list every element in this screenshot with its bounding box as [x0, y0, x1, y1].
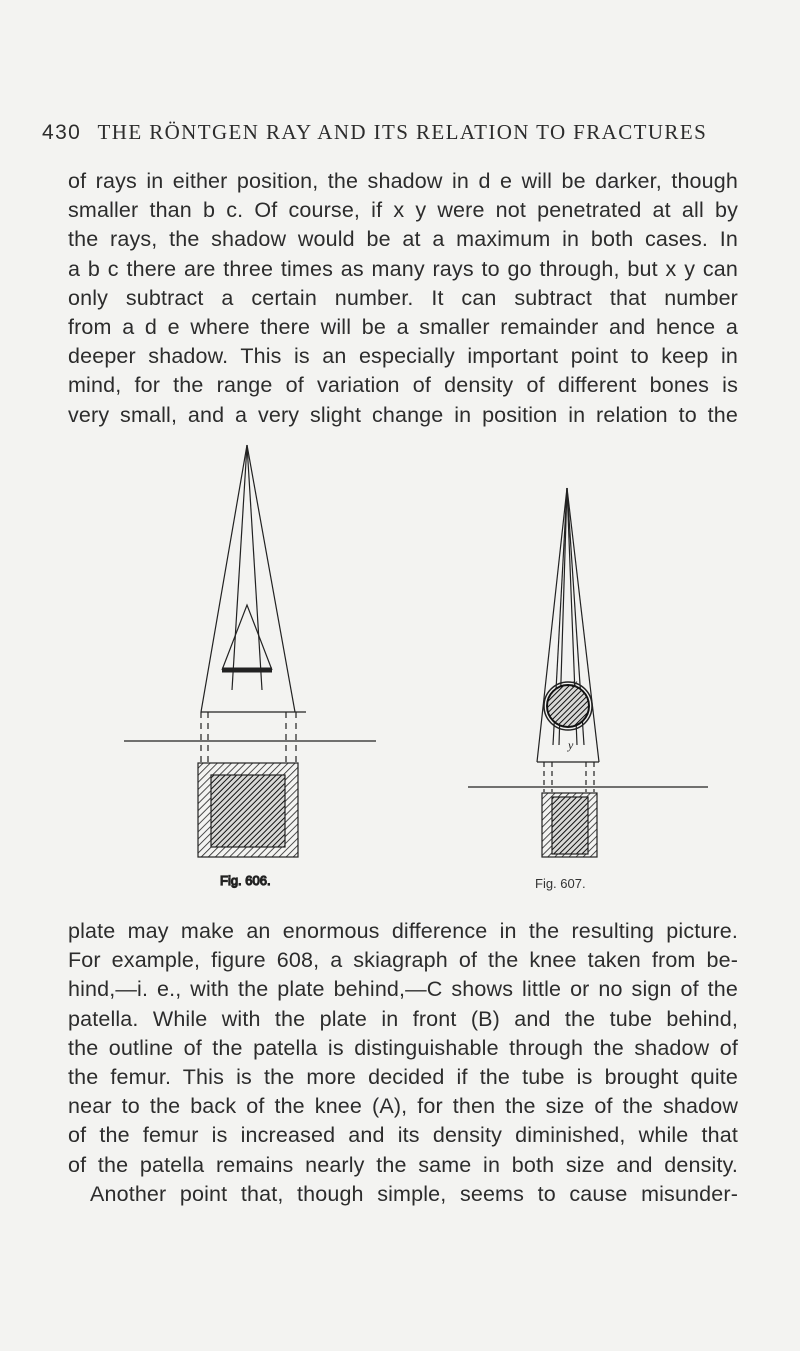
- paragraph-1: [68, 167, 738, 430]
- text-line: plate may make an enormous difference in the resulting picture.: [68, 919, 738, 943]
- page-number: 430: [42, 121, 82, 144]
- text-line: from a d e where there will be a smaller remainder and hence a: [68, 315, 738, 340]
- text-line: the rays, the shadow would be at a maximum in both cases. In: [68, 227, 738, 252]
- text-line: hind,—i. e., with the plate behind,—C shows little or no sign of the: [68, 977, 738, 1002]
- figure-607-caption: Fig. 607.: [535, 876, 586, 891]
- text-line: of the patella remains nearly the same in both size and density.: [68, 1152, 738, 1177]
- running-title: THE RÖNTGEN RAY AND ITS RELATION TO FRACTURES: [97, 120, 708, 144]
- text-line: mind, for the range of variation of density of different bones is: [68, 373, 738, 398]
- text-line: very small, and a very slight change in position in relation to the: [68, 402, 738, 427]
- label-x: x: [572, 676, 578, 690]
- text-line: deeper shadow. This is an especially important point to keep in: [68, 344, 738, 369]
- text-line: the outline of the patella is distinguishable through the shadow of: [68, 1035, 738, 1060]
- text-line: patella. While with the plate in front (B) and the tube behind,: [68, 1006, 738, 1031]
- running-header: [42, 120, 742, 145]
- text-line: of rays in either position, the shadow in d e will be darker, though: [68, 169, 738, 193]
- text-line: smaller than b c. Of course, if x y were not penetrated at all by: [68, 198, 738, 223]
- text-line: near to the back of the knee (A), for then the size of the shadow: [68, 1094, 738, 1119]
- text-line: a b c there are three times as many rays to go through, but x y can: [68, 256, 738, 281]
- text-line: only subtract a certain number. It can subtract that number: [68, 285, 738, 310]
- paragraph-2: [68, 917, 738, 1209]
- figure-607: [468, 488, 708, 891]
- figures-area: [0, 400, 800, 910]
- text-line: For example, figure 608, a skiagraph of the knee taken from be-: [68, 948, 738, 973]
- label-y: y: [568, 738, 574, 752]
- text-line: Another point that, though simple, seems to cause misunder-: [90, 1181, 738, 1206]
- text-line: of the femur is increased and its density diminished, while that: [68, 1123, 738, 1148]
- figure-606-caption: Fig. 606.: [220, 873, 271, 888]
- figure-606: [124, 445, 376, 888]
- text-line: the femur. This is the more decided if the tube is brought quite: [68, 1065, 738, 1090]
